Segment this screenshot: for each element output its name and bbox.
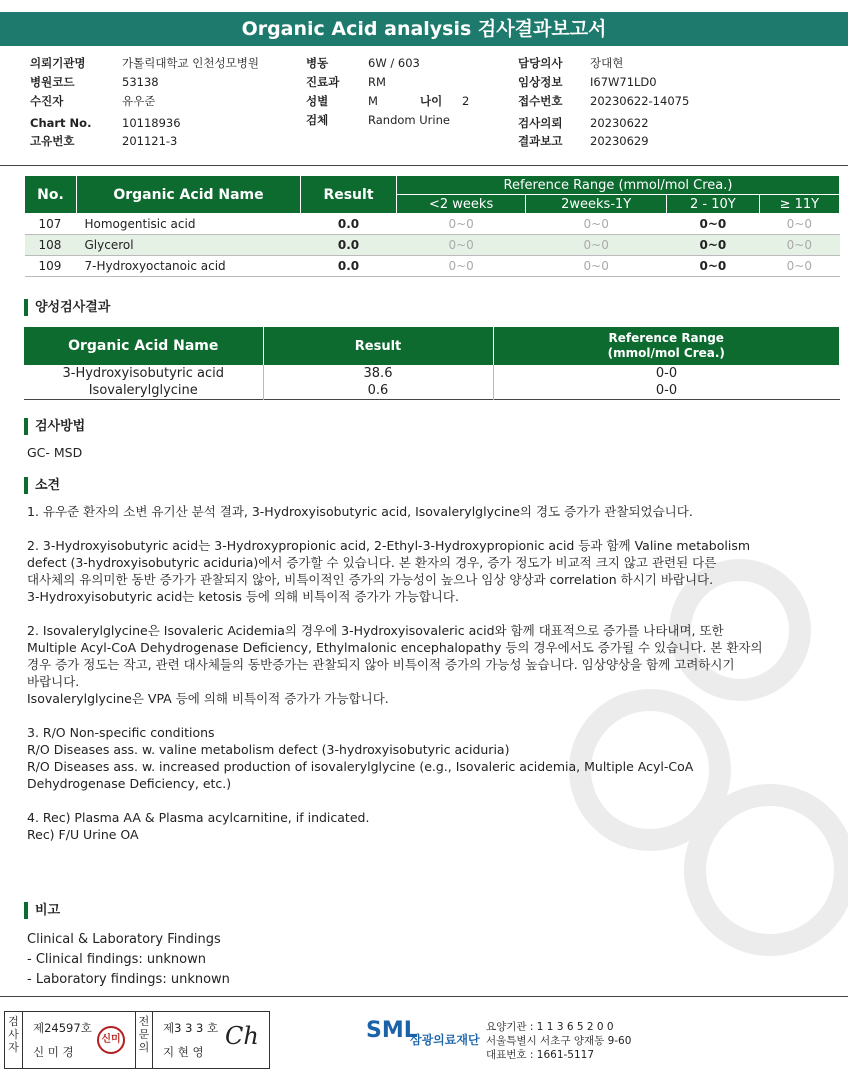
meta-label: 성별 (306, 94, 329, 108)
remarks-text (27, 930, 827, 990)
row-no: 107 (25, 214, 77, 235)
findings-line (27, 520, 827, 537)
table-row (24, 382, 840, 400)
lab-logo: SML (366, 1018, 418, 1043)
row-result: 0.0 (301, 235, 397, 256)
row-ref: 0~0 (667, 256, 760, 277)
signature-box (4, 1011, 270, 1069)
meta-value: 201121-3 (122, 134, 178, 148)
meta-value: 유우준 (122, 94, 156, 108)
lab-name: 삼광의료재단 (410, 1033, 480, 1047)
meta-label: 나이 (420, 94, 443, 108)
findings-line: 1. 유우준 환자의 소변 유기산 분석 결과, 3-Hydroxyisobutyric acid, Isovalerylglycine의 경도 증가가 관찰되었습니다. (27, 504, 693, 519)
row-ref: 0~0 (397, 256, 526, 277)
row-ref: 0~0 (759, 235, 839, 256)
table-row (25, 214, 840, 235)
section-method: 검사방법 (24, 418, 85, 435)
meta-label: 검체 (306, 113, 329, 127)
findings-line: 4. Rec) Plasma AA & Plasma acylcarnitine, if indicated. (27, 810, 370, 825)
row-ref: 0-0 (655, 383, 678, 398)
row-ref: 0~0 (526, 256, 667, 277)
reviewer-no: 제3 3 3 호 (163, 1021, 219, 1035)
col-no: No. (25, 176, 77, 214)
row-ref: 0~0 (759, 214, 839, 235)
findings-line: 3. R/O Non-specific conditions (27, 725, 215, 740)
meta-value: 가톨릭대학교 인천성모병원 (122, 56, 259, 70)
findings-text (27, 503, 827, 843)
meta-label: 접수번호 (518, 94, 563, 108)
meta-value: RM (368, 75, 386, 89)
meta-label: Chart No. (30, 116, 92, 130)
lab-address: 서울특별시 서초구 양재동 9-60 (486, 1035, 632, 1047)
col-reference: Reference Range (mmol/mol Crea.) (397, 176, 840, 195)
patient-info (30, 55, 828, 151)
inspector-label: 검사자 (5, 1012, 23, 1068)
row-name: 7-Hydroxyoctanoic acid (77, 256, 301, 277)
remarks-line: - Laboratory findings: unknown (27, 972, 230, 987)
meta-label: 결과보고 (518, 134, 563, 148)
row-ref: 0~0 (526, 235, 667, 256)
meta-value: 10118936 (122, 116, 181, 130)
reviewer-name: 지 현 영 (163, 1045, 204, 1059)
findings-line: Isovalerylglycine은 VPA 등에 의해 비특이적 증가가 가능합니다. (27, 691, 389, 706)
meta-label: 병동 (306, 56, 329, 70)
meta-value: 20230622-14075 (590, 94, 690, 108)
lab-info (486, 1020, 631, 1062)
findings-line: Dehydrogenase Deficiency, etc.) (27, 776, 232, 791)
positive-table (24, 327, 840, 400)
lab-code: 요양기관 : 1 1 3 6 5 2 0 0 (486, 1021, 614, 1033)
row-no: 109 (25, 256, 77, 277)
findings-line (27, 707, 827, 724)
meta-value: 20230622 (590, 116, 649, 130)
table-row (25, 235, 840, 256)
findings-line: 2. 3-Hydroxyisobutyric acid는 3-Hydroxypropionic acid, 2-Ethyl-3-Hydroxypropionic acid 등과 함께 Valine metabolism (27, 538, 751, 553)
row-name: Homogentisic acid (77, 214, 301, 235)
findings-line: 대사체의 유의미한 동반 증가가 관찰되지 않아, 비특이적인 증가의 가능성이 높으나 임상 양상과 correlation 하시기 바랍니다. (27, 572, 714, 587)
findings-line: 3-Hydroxyisobutyric acid는 ketosis 등에 의해 비특이적 증가가 가능합니다. (27, 589, 459, 604)
ref-col: ≥ 11Y (759, 195, 839, 214)
row-name: Glycerol (77, 235, 301, 256)
inspector-seal: 신미 (97, 1026, 125, 1054)
findings-line: 경우 증가 정도는 작고, 관련 대사체들의 동반증가는 관찰되지 않아 비특이적 증가의 가능성 높습니다. 임상양상을 함께 고려하시기 (27, 657, 735, 672)
row-result: 0.6 (263, 382, 493, 400)
meta-label: 수진자 (30, 94, 64, 108)
reviewer-signature: Ch (225, 1022, 259, 1050)
findings-line: 2. Isovalerylglycine은 Isovaleric Acidemia의 경우에 3-Hydroxyisovaleric acid와 함께 대표적으로 증가를 나타내며, 또한 (27, 623, 724, 638)
inspector-no: 제24597호 (33, 1021, 92, 1035)
meta-value: Random Urine (368, 113, 450, 127)
row-no: 108 (25, 235, 77, 256)
meta-label: 진료과 (306, 75, 340, 89)
divider (0, 996, 848, 997)
row-ref: 0~0 (526, 214, 667, 235)
col-result: Result (263, 327, 493, 365)
section-remarks: 비고 (24, 902, 60, 919)
col-reference (493, 327, 840, 365)
results-table (24, 175, 840, 277)
findings-line (27, 792, 827, 809)
row-result: 0.0 (301, 256, 397, 277)
reviewer-label: 전문의 (135, 1012, 153, 1068)
findings-line (27, 605, 827, 622)
remarks-line: Clinical & Laboratory Findings (27, 932, 221, 947)
row-ref: 0~0 (397, 214, 526, 235)
col-name: Organic Acid Name (77, 176, 301, 214)
inspector-name: 신 미 경 (33, 1045, 74, 1059)
findings-line: R/O Diseases ass. w. increased production of isovalerylglycine (e.g., Isovaleric acidemia, Multiple Acyl-CoA (27, 759, 694, 774)
section-positive: 양성검사결과 (24, 299, 110, 316)
col-result: Result (301, 176, 397, 214)
section-findings: 소견 (24, 477, 60, 494)
meta-label: 의뢰기관명 (30, 56, 86, 70)
ref-col: 2 - 10Y (667, 195, 760, 214)
ref-header-line1: Reference Range (608, 331, 724, 345)
meta-value: 6W / 603 (368, 56, 420, 70)
ref-header-line2: (mmol/mol Crea.) (607, 346, 725, 360)
table-row (24, 365, 840, 382)
meta-label: 고유번호 (30, 134, 75, 148)
meta-label: 담당의사 (518, 56, 563, 70)
lab-phone: 대표번호 : 1661-5117 (486, 1049, 595, 1061)
findings-line: Rec) F/U Urine OA (27, 827, 139, 842)
row-ref: 0~0 (667, 214, 760, 235)
row-name: Isovalerylglycine (24, 382, 263, 400)
report-title: Organic Acid analysis 검사결과보고서 (0, 12, 848, 46)
table-row (25, 256, 840, 277)
meta-label: 검사의뢰 (518, 116, 563, 130)
findings-line: R/O Diseases ass. w. valine metabolism defect (3-hydroxyisobutyric aciduria) (27, 742, 510, 757)
divider (0, 165, 848, 166)
meta-value: M (368, 94, 378, 108)
meta-value: 20230629 (590, 134, 649, 148)
col-name: Organic Acid Name (24, 327, 263, 365)
meta-value: 장대현 (590, 56, 624, 70)
row-name: 3-Hydroxyisobutyric acid (24, 365, 263, 382)
meta-value: 2 (462, 94, 470, 108)
row-ref: 0~0 (397, 235, 526, 256)
row-result: 38.6 (263, 365, 493, 382)
findings-line: Multiple Acyl-CoA Dehydrogenase Deficiency, Ethylmalonic encephalopathy 등의 경우에서도 증가될 수 있습니다. 본 환자의 (27, 640, 763, 655)
meta-value: I67W71LD0 (590, 75, 657, 89)
ref-col: <2 weeks (397, 195, 526, 214)
row-ref: 0~0 (759, 256, 839, 277)
row-ref: 0~0 (667, 235, 760, 256)
findings-line: defect (3-hydroxyisobutyric aciduria)에서 증가할 수 있습니다. 본 환자의 경우, 증가 정도가 비교적 크지 않고 관련된 다른 (27, 555, 717, 570)
meta-label: 병원코드 (30, 75, 75, 89)
row-ref: 0-0 (655, 366, 678, 381)
meta-label: 임상정보 (518, 75, 563, 89)
findings-line: 바랍니다. (27, 674, 80, 689)
ref-col: 2weeks-1Y (526, 195, 667, 214)
row-result: 0.0 (301, 214, 397, 235)
meta-value: 53138 (122, 75, 159, 89)
remarks-line: - Clinical findings: unknown (27, 952, 206, 967)
method-value: GC- MSD (27, 445, 83, 460)
